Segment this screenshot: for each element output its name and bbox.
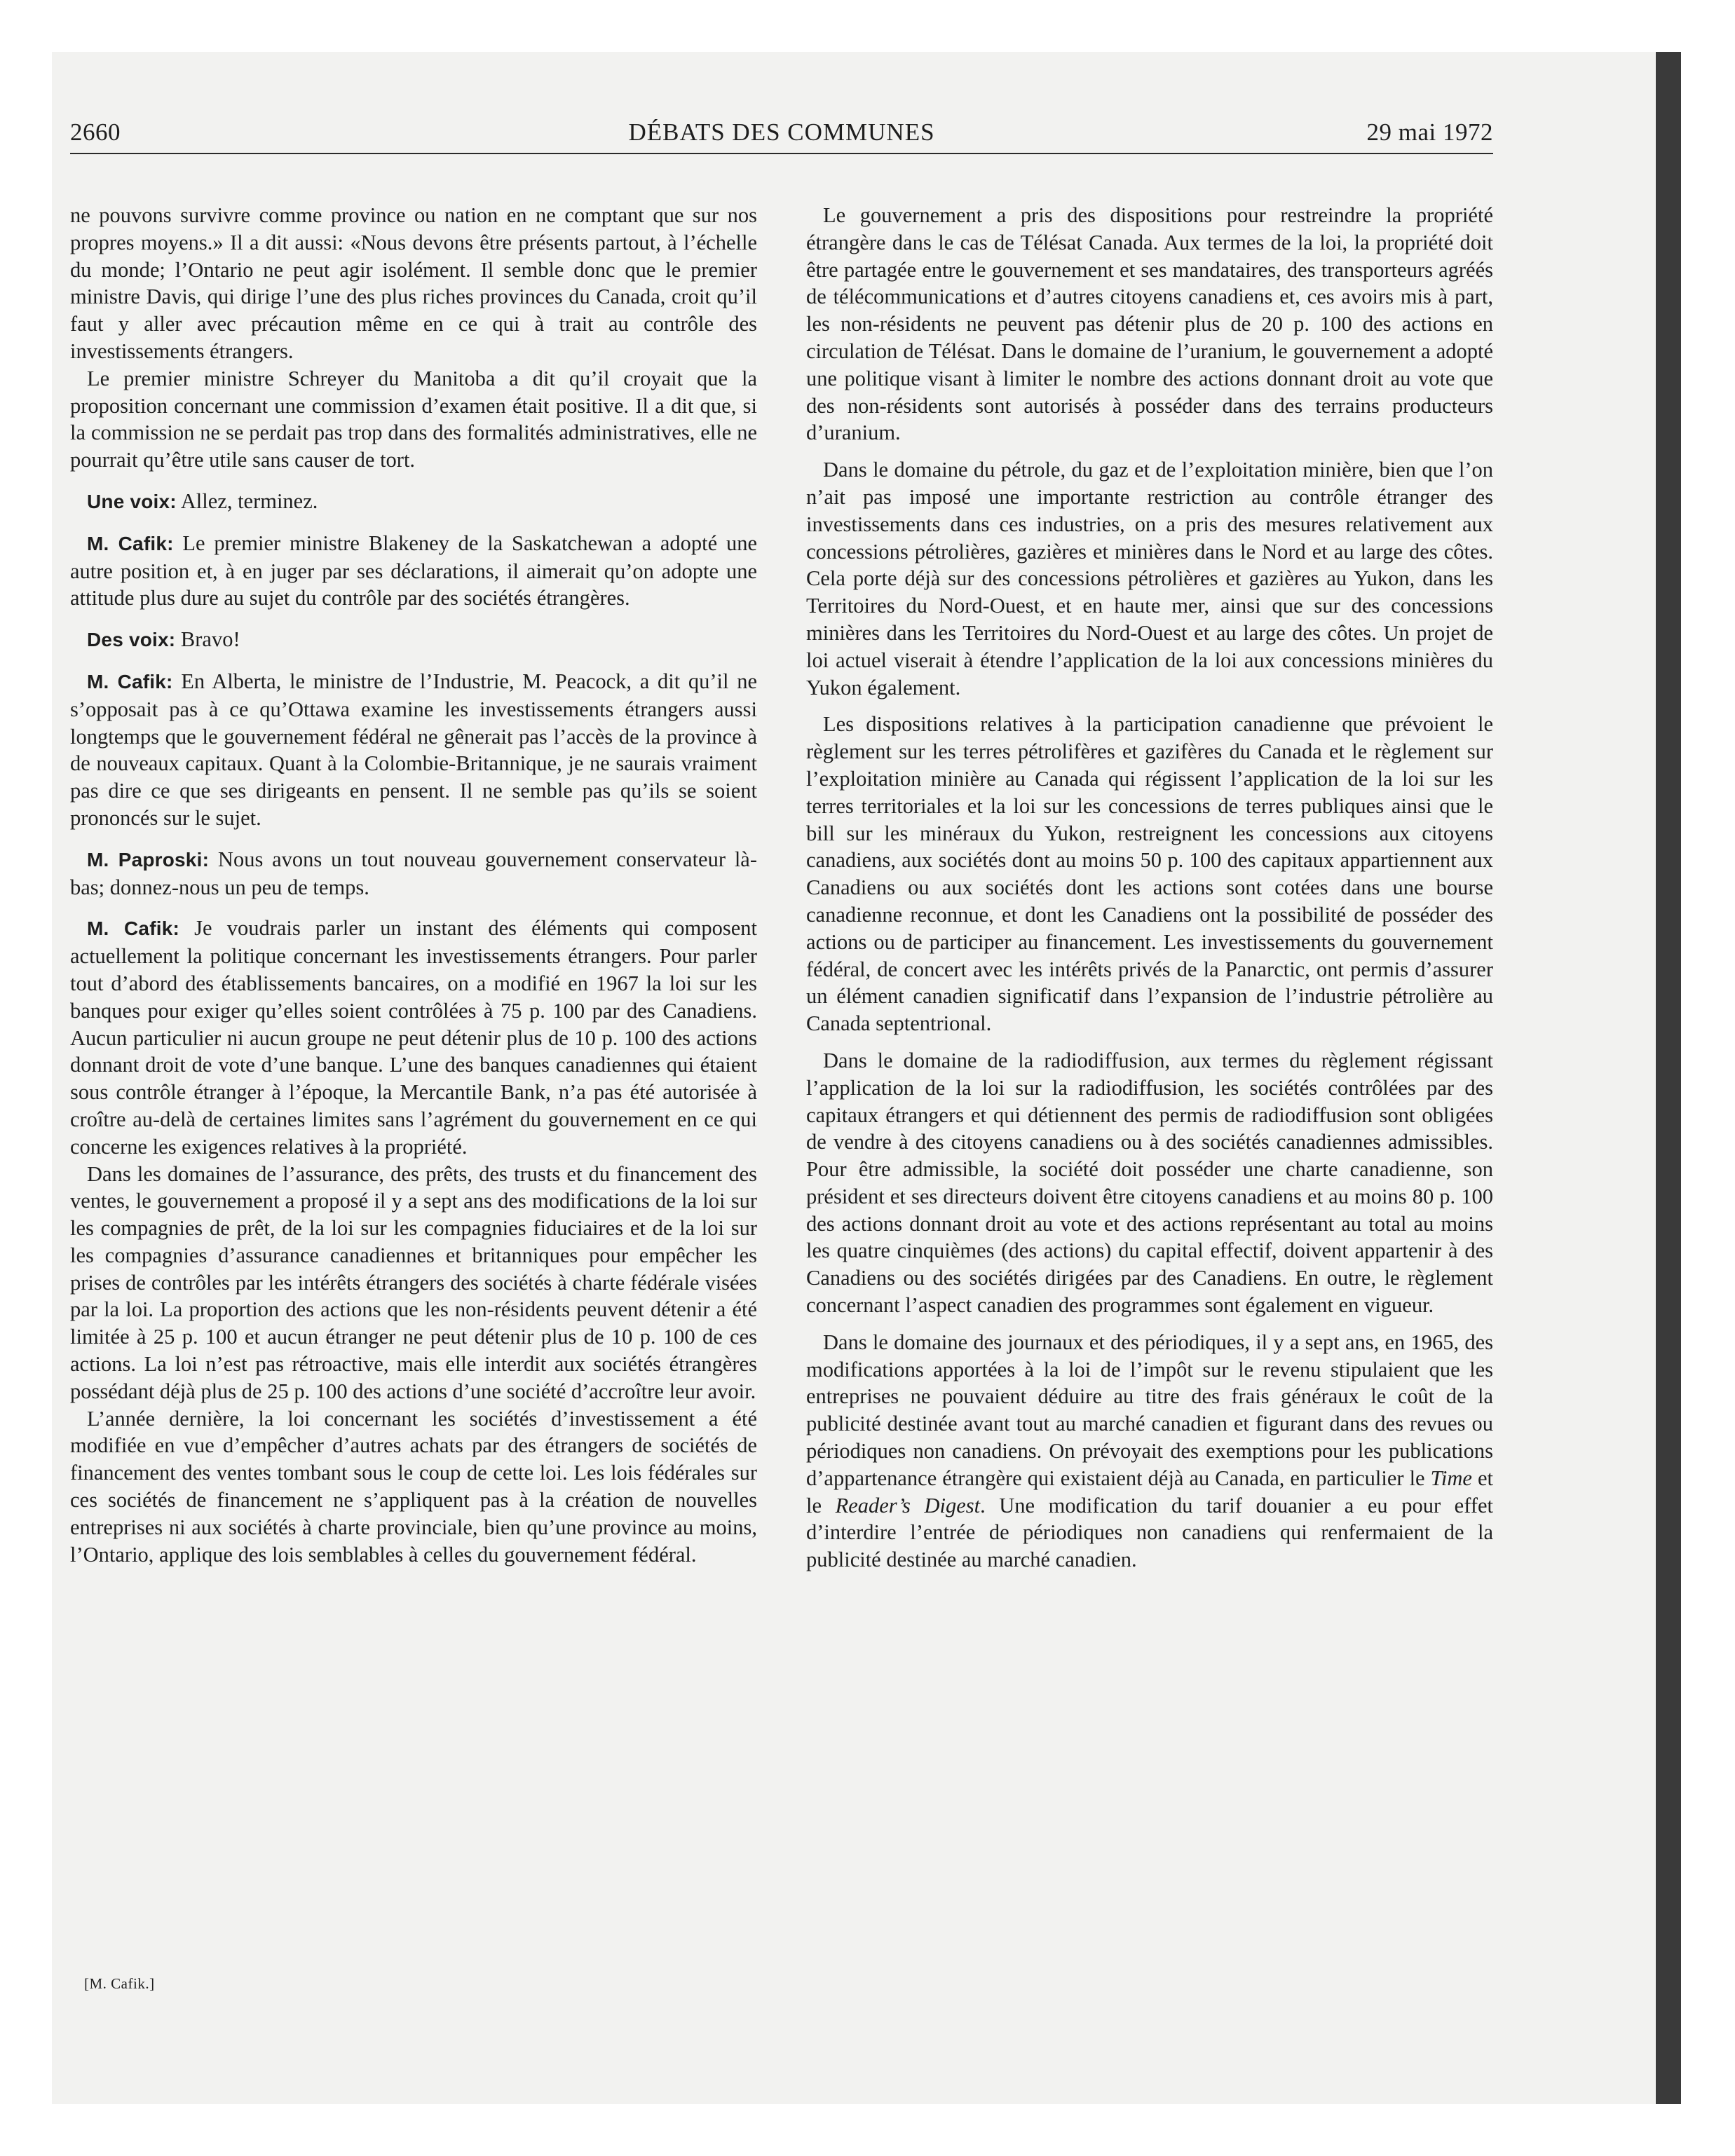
paragraph: Le gouvernement a pris des dispositions pour restreindre la propriété étrangère dans le cas de Télésat Canada. Aux termes de la loi, la propriété doit être partagée entre le gouvernement et ses mandataires, des transporteurs agréés de télécommunications et d’autres citoyens canadiens et, ces avoirs mis à part, les non-résidents ne peuvent pas détenir plus de 20 p. 100 des actions en circulation de Télésat. Dans le domaine de l’uranium, le gouvernement a adopté une politique visant à limiter le nombre des actions donnant droit au vote que des non-résidents sont autorisés à posséder dans des terrains producteurs d’uranium.: [806, 203, 1493, 445]
speech-paragraph: [70, 915, 757, 1160]
speaker-name: Des voix:: [87, 629, 176, 651]
speech-paragraph: [70, 626, 757, 654]
paragraph: ne pouvons survivre comme province ou nation en ne comptant que sur nos propres moyens.» Il a dit aussi: «Nous devons être présents partout, à l’échelle du monde; l’Ontario ne peut agir isolément. Il semble donc que le premier ministre Davis, qui dirige l’une des plus riches provinces du Canada, croit qu’il faut y aller avec précaution même en ce qui à trait au contrôle des investissements étrangers.: [70, 203, 757, 363]
paragraph: L’année dernière, la loi concernant les sociétés d’investissement a été modifiée en vue d’empêcher d’autres achats par des étrangers de sociétés de financement des ventes tombant sous le coup de cette loi. Les lois fédérales sur ces sociétés de financement ne s’appliquent pas à la création de nouvelles entreprises ni aux sociétés à charte provinciale, bien qu’une province au moins, l’Ontario, applique des lois semblables à celles du gouvernement fédéral.: [70, 1406, 757, 1567]
speech-paragraph: [70, 488, 757, 516]
magazine-title-readers-digest: Reader’s Digest: [835, 1493, 981, 1517]
scan-edge-shadow: [1656, 52, 1681, 2104]
speaker-name: Une voix:: [87, 490, 177, 512]
page-number: 2660: [70, 118, 121, 146]
paragraph: Dans le domaine du pétrole, du gaz et de l’exploitation minière, bien que l’on n’ait pas imposé une importante restriction au contrôle étranger des investissements dans ces industries, on a pris des mesures relativement aux concessions pétrolières, gazières et minières dans le Nord et au large des côtes. Cela porte déjà sur des concessions pétrolières et gazières au Yukon, dans les Territoires du Nord-Ouest, et en haute mer, ainsi que sur des concessions minières dans les Territoires du Nord-Ouest et au large des côtes. Un projet de loi actuel viserait à étendre l’application de la loi aux concessions minières du Yukon également.: [806, 458, 1493, 700]
speech-text: Bravo!: [175, 627, 240, 652]
speech-text: En Alberta, le ministre de l’Industrie, M. Peacock, a dit qu’il ne s’opposait pas à ce qu’Ottawa examine les investissements étrangers aussi longtemps que le gouvernement fédéral ne gênerait pas l’accès de la province à de nouveaux capitaux. Quant à la Colombie-Britannique, je ne saurais vraiment pas dire ce que ses dirigeants en pensent. Il ne semble pas qu’ils se soient prononcés sur le sujet.: [70, 669, 757, 830]
left-column: [70, 202, 757, 1568]
paragraph: Dans les domaines de l’assurance, des prêts, des trusts et du financement des ventes, le gouvernement a proposé il y a sept ans des modifications de la loi sur les compagnies de prêt, de la loi sur les compagnies fiduciaires et de la loi sur les compagnies d’assurance canadiennes et britanniques pour empêcher les prises de contrôles par les intérêts étrangers des sociétés à charte fédérale visées par la loi. La proportion des actions que les non-résidents peuvent détenir a été limitée à 25 p. 100 et aucun étranger ne peut détenir plus de 10 p. 100 de ces actions. La loi n’est pas rétroactive, mais elle interdit aux sociétés étrangères possédant déjà plus de 25 p. 100 des actions d’une société d’accroître leur avoir.: [70, 1161, 757, 1403]
paragraph-text: . Une modification du tarif douanier a eu pour effet d’interdire l’entrée de périodiques non canadiens qui renfermaient de la publicité destinée au marché canadien.: [806, 1493, 1493, 1572]
paragraph: Le premier ministre Schreyer du Manitoba a dit qu’il croyait que la proposition concernant une commission d’examen était positive. Il a dit que, si la commission ne se perdait pas trop dans des formalités administratives, elle ne pourrait qu’être utile sans causer de tort.: [70, 366, 757, 472]
speech-paragraph: [70, 846, 757, 901]
publication-date: 29 mai 1972: [1366, 118, 1493, 146]
paragraph-text: Dans le domaine des journaux et des périodiques, il y a sept ans, en 1965, des modifications apportées à la loi de l’impôt sur le revenu stipulaient que les entreprises ne pouvaient déduire au titre des frais généraux le coût de la publicité destinée avant tout au marché canadien et figurant dans des revues ou périodiques non canadiens. On prévoyait des exemptions pour les publications d’appartenance étrangère qui existaient déjà au Canada, en particulier le: [806, 1330, 1493, 1490]
speech-paragraph: [70, 530, 757, 612]
page-header: [70, 112, 1493, 154]
speaker-footnote: [M. Cafik.]: [84, 1975, 155, 1992]
publication-title: DÉBATS DES COMMUNES: [628, 118, 935, 146]
speaker-name: M. Paproski:: [87, 848, 210, 871]
speech-text: Le premier ministre Blakeney de la Saskatchewan a adopté une autre position et, à en juger par ses déclarations, il aimerait qu’on adopte une attitude plus dure au sujet du contrôle par des sociétés étrangères.: [70, 531, 757, 610]
right-column: [806, 202, 1493, 1574]
speaker-name: M. Cafik:: [87, 532, 174, 554]
speech-text: Nous avons un tout nouveau gouvernement conservateur là-bas; donnez-nous un peu de temps.: [70, 847, 757, 899]
speaker-name: M. Cafik:: [87, 917, 180, 940]
paragraph: Dans le domaine de la radiodiffusion, aux termes du règlement régissant l’application de la loi sur la radiodiffusion, les sociétés contrôlées par des capitaux étrangers et qui détiennent des permis de radiodiffusion sont obligées de vendre à des citoyens canadiens ou à des sociétés canadiennes admissibles. Pour être admissible, la société doit posséder une charte canadienne, son président et ses directeurs doivent être citoyens canadiens et au moins 80 p. 100 des actions donnant droit au vote et des actions représentant au total au moins les quatre cinquièmes (des actions) du capital effectif, doivent appartenir à des Canadiens ou des sociétés dirigées par des Canadiens. En outre, le règlement concernant l’aspect canadien des programmes sont également en vigueur.: [806, 1048, 1493, 1318]
speech-text: Je voudrais parler un instant des éléments qui composent actuellement la politique concernant les investissements étrangers. Pour parler tout d’abord des établissements bancaires, on a modifié en 1967 la loi sur les banques pour exiger qu’elles soient contrôlées à 75 p. 100 par des Canadiens. Aucun particulier ni aucun groupe ne peut détenir plus de 10 p. 100 des actions donnant droit de vote d’une banque. L’une des banques canadiennes qui étaient sous contrôle étranger à l’époque, la Mercantile Bank, n’a pas été autorisée à croître au-delà de certaines limites sans l’agrément du gouvernement en ce qui concerne les exigences relatives à la propriété.: [70, 916, 757, 1159]
paragraph-text: et le: [806, 1466, 1493, 1517]
speech-paragraph: [70, 668, 757, 832]
speech-text: Allez, terminez.: [176, 489, 318, 513]
paragraph: [806, 1329, 1493, 1574]
magazine-title-time: Time: [1430, 1466, 1472, 1490]
paragraph: Les dispositions relatives à la participation canadienne que prévoient le règlement sur les terres pétrolifères et gazifères du Canada et le règlement sur l’exploitation minière au Canada qui régissent l’application de la loi sur les terres territoriales et la loi sur les concessions de terres publiques ainsi que le bill sur les minéraux du Yukon, restreignent les concessions aux citoyens canadiens, aux sociétés dont au moins 50 p. 100 des capitaux appartiennent aux Canadiens ou aux sociétés dont les actions sont cotées dans une bourse canadienne reconnue, et dont les Canadiens ont la possibilité de posséder des actions ou de participer au financement. Les investissements du gouvernement fédéral, de concert avec les intérêts privés de la Panarctic, ont permis d’assurer un élément canadien significatif dans l’expansion de l’industrie pétrolière au Canada septentrional.: [806, 712, 1493, 1036]
speaker-name: M. Cafik:: [87, 670, 173, 692]
